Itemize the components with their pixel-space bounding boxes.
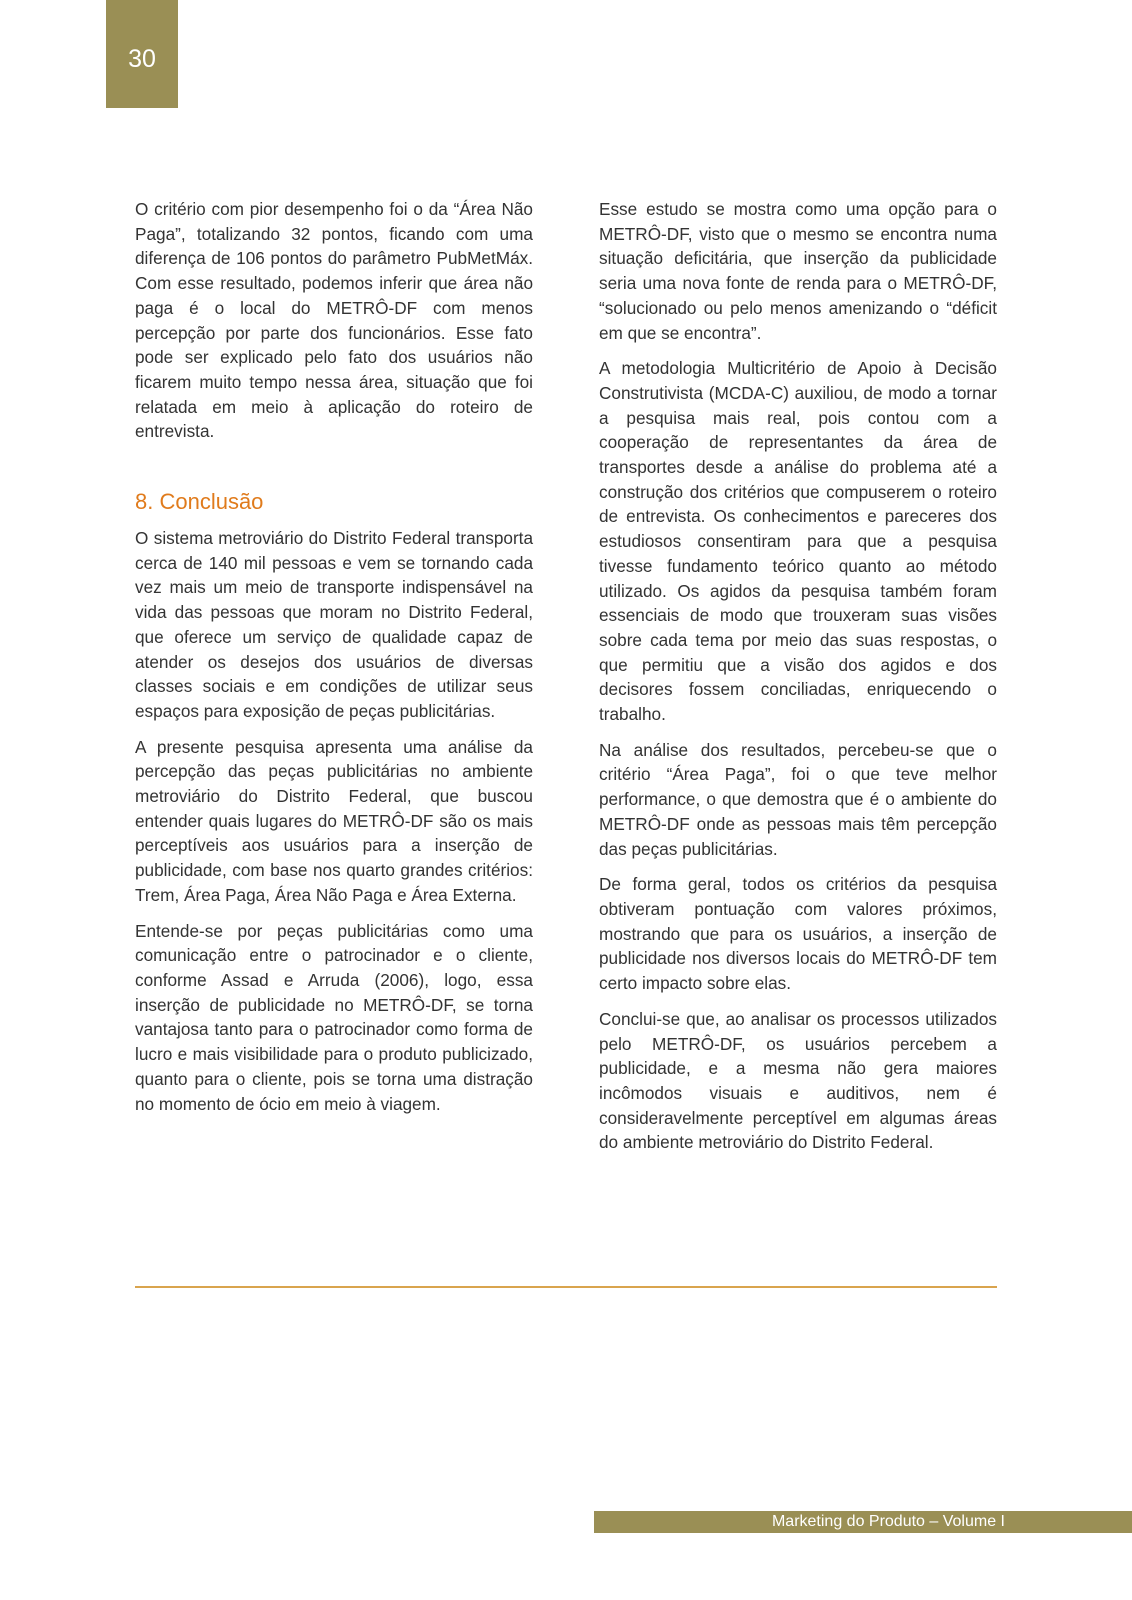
right-paragraph-5: Conclui-se que, ao analisar os processos utilizados pelo METRÔ-DF, os usuários percebem a publicidade, e a mesma não gera maiores incômodos visuais e auditivos, nem é consideravelmente perceptível em algumas áreas do ambiente metroviário do Distrito Federal. (599, 1008, 997, 1153)
footer-title: Marketing do Produto – Volume I (771, 1513, 1005, 1530)
page-number-box (106, 0, 178, 108)
left-paragraph-3: A presente pesquisa apresenta uma análise da percepção das peças publicitárias no ambiente metroviário do Distrito Federal, que buscou entender quais lugares do METRÔ-DF são os mais perceptíveis aos usuários para a inserção de publicidade, com base nos quarto grandes critérios: Trem, Área Paga, Área Não Paga e Área Externa. (135, 736, 533, 905)
section-heading-conclusao: 8. Conclusão (135, 489, 264, 515)
page-number: 30 (128, 45, 156, 73)
section-divider-rule (135, 1286, 997, 1288)
left-paragraph-1: O critério com pior desempenho foi o da “Área Não Paga”, totalizando 32 pontos, ficando com uma diferença de 106 pontos do parâmetro PubMetMáx. Com esse resultado, podemos inferir que área não paga é o local do METRÔ-DF com menos percepção por parte dos funcionários. Esse fato pode ser explicado pelo fato dos usuários não ficarem muito tempo nessa área, situação que foi relatada em meio à aplicação do roteiro de entrevista. (135, 199, 533, 442)
right-paragraph-1: Esse estudo se mostra como uma opção para o METRÔ-DF, visto que o mesmo se encontra numa situação deficitária, que inserção da publicidade seria uma nova fonte de renda para o METRÔ-DF, “solucionado ou pelo menos amenizando o “déficit em que se encontra”. (599, 199, 997, 343)
footer-bar (594, 1511, 1132, 1533)
right-paragraph-3: Na análise dos resultados, percebeu-se que o critério “Área Paga”, foi o que teve melhor performance, o que demostra que é o ambiente do METRÔ-DF onde as pessoas mais têm percepção das peças publicitárias. (599, 739, 997, 859)
right-paragraph-4: De forma geral, todos os critérios da pesquisa obtiveram pontuação com valores próximos, mostrando que para os usuários, a inserção de publicidade nos diversos locais do METRÔ-DF tem certo impacto sobre elas. (599, 874, 997, 994)
right-column (599, 197, 997, 1166)
left-paragraph-4: Entende-se por peças publicitárias como uma comunicação entre o patrocinador e o cliente, conforme Assad e Arruda (2006), logo, essa inserção de publicidade no METRÔ-DF, se torna vantajosa tanto para o patrocinador como forma de lucro e mais visibilidade para o produto publicizado, quanto para o cliente, pois se torna uma distração no momento de ócio em meio à viagem. (135, 920, 533, 1114)
left-column (135, 197, 533, 1127)
left-paragraph-2: O sistema metroviário do Distrito Federal transporta cerca de 140 mil pessoas e vem se tornando cada vez mais um meio de transporte indispensável na vida das pessoas que moram no Distrito Federal, que oferece um serviço de qualidade capaz de atender os desejos dos usuários de diversas classes sociais e em condições de utilizar seus espaços para exposição de peças publicitárias. (135, 528, 533, 721)
right-paragraph-2: A metodologia Multicritério de Apoio à Decisão Construtivista (MCDA-C) auxiliou, de modo a tornar a pesquisa mais real, pois contou com a cooperação de representantes da área de transportes desde a análise do problema até a construção dos critérios que compuserem o roteiro de entrevista. Os conhecimentos e pareceres dos estudiosos consentiram para que a pesquisa tivesse fundamento teórico quanto ao método utilizado. Os agidos da pesquisa também foram essenciais de modo que trouxeram suas visões sobre cada tema por meio das suas respostas, o que permitiu que a visão dos agidos e dos decisores fossem conciliadas, enriquecendo o trabalho. (599, 358, 997, 725)
